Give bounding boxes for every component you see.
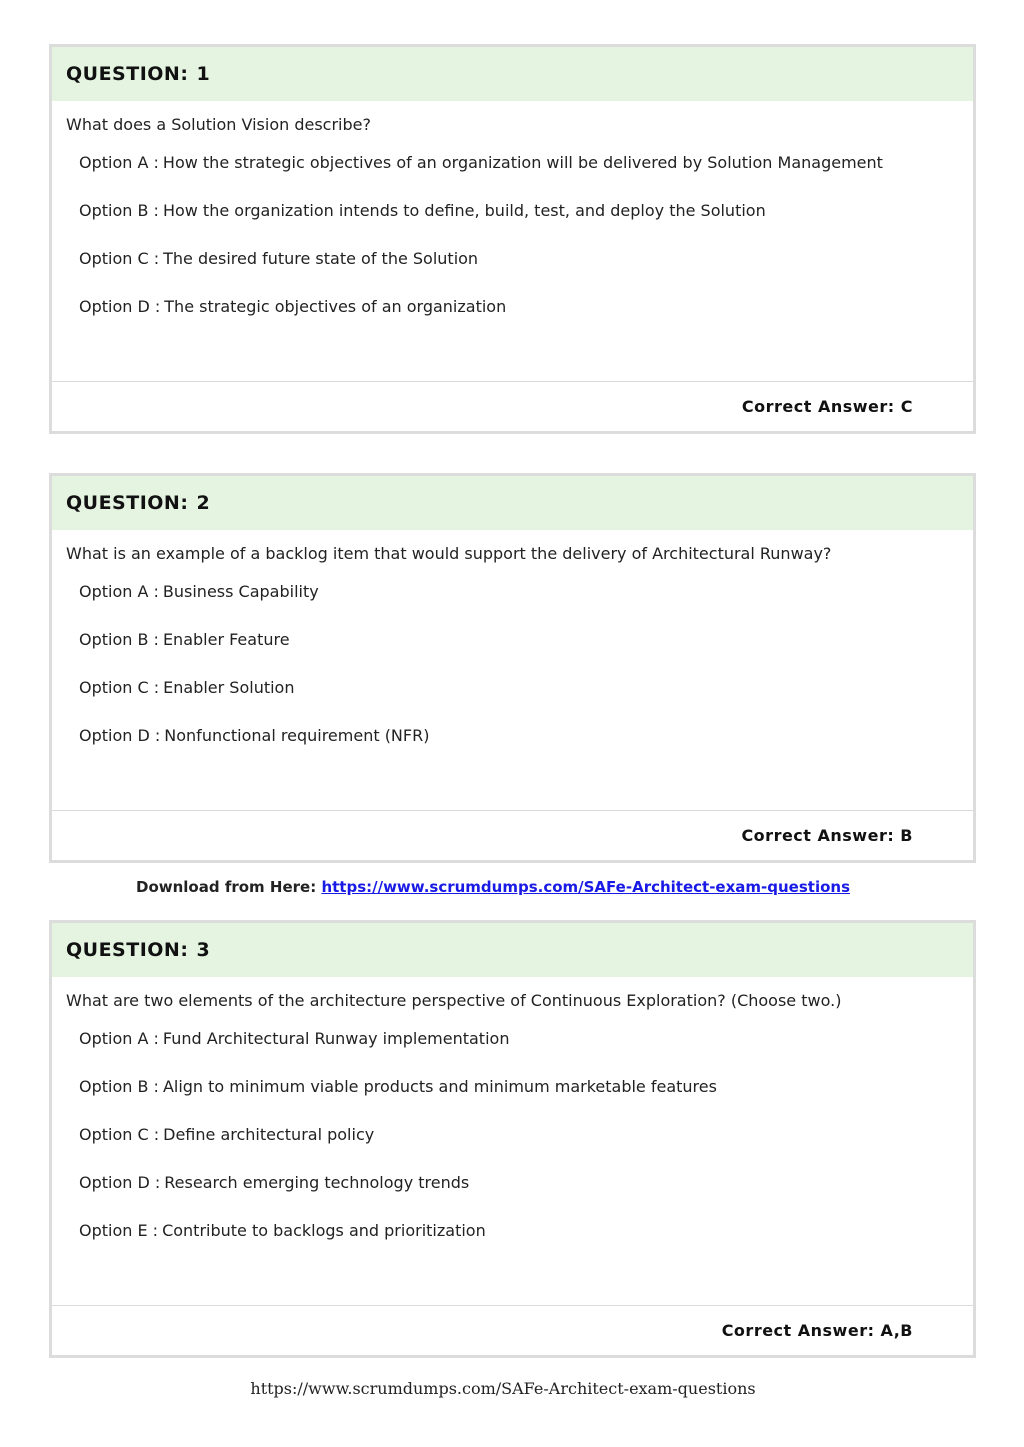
page-footer-url: https://www.scrumdumps.com/SAFe-Architect-exam-questions (250, 1379, 756, 1398)
option-text: The desired future state of the Solution (163, 249, 479, 268)
question-header (52, 923, 973, 977)
option-text: Define architectural policy (163, 1125, 375, 1144)
answer-footer (52, 810, 973, 860)
option-text: How the organization intends to define, build, test, and deploy the Solution (162, 201, 766, 220)
option-label: Option D : (79, 297, 161, 316)
question-card-3 (49, 920, 976, 1358)
option-a (52, 578, 973, 626)
option-a (52, 149, 973, 197)
question-number: 1 (196, 63, 211, 85)
question-number: 2 (196, 492, 211, 514)
correct-answer: Correct Answer: C (741, 397, 913, 416)
question-header (52, 47, 973, 101)
option-label: Option B : (79, 630, 159, 649)
option-text: Enabler Feature (162, 630, 290, 649)
option-c (52, 245, 973, 293)
question-heading: QUESTION: (66, 492, 189, 514)
option-c (52, 674, 973, 722)
option-a (52, 1025, 973, 1073)
option-text: Fund Architectural Runway implementation (162, 1029, 510, 1048)
option-label: Option A : (79, 582, 159, 601)
question-text: What does a Solution Vision describe? (66, 115, 371, 134)
option-c (52, 1121, 973, 1169)
question-title (66, 492, 210, 514)
download-line (0, 878, 986, 896)
option-d (52, 293, 973, 341)
correct-answer: Correct Answer: A,B (721, 1321, 913, 1340)
option-b (52, 626, 973, 674)
download-link[interactable]: https://www.scrumdumps.com/SAFe-Architect-exam-questions (321, 878, 850, 896)
question-title (66, 63, 210, 85)
option-label: Option C : (79, 678, 160, 697)
option-label: Option D : (79, 1173, 161, 1192)
option-label: Option B : (79, 1077, 159, 1096)
option-label: Option D : (79, 726, 161, 745)
option-text: Business Capability (162, 582, 319, 601)
option-text: How the strategic objectives of an organization will be delivered by Solution Management (162, 153, 883, 172)
option-label: Option C : (79, 249, 160, 268)
option-label: Option A : (79, 1029, 159, 1048)
option-b (52, 197, 973, 245)
option-text: Align to minimum viable products and minimum marketable features (162, 1077, 717, 1096)
question-text: What are two elements of the architecture perspective of Continuous Exploration? (Choose two.) (66, 991, 842, 1010)
question-card-1 (49, 44, 976, 434)
correct-answer: Correct Answer: B (741, 826, 913, 845)
answer-footer (52, 381, 973, 431)
question-heading: QUESTION: (66, 939, 189, 961)
question-number: 3 (196, 939, 211, 961)
option-text: Contribute to backlogs and prioritization (162, 1221, 486, 1240)
option-b (52, 1073, 973, 1121)
option-e (52, 1217, 973, 1265)
question-text: What is an example of a backlog item that would support the delivery of Architectural Runway? (66, 544, 832, 563)
option-label: Option C : (79, 1125, 160, 1144)
option-text: Research emerging technology trends (164, 1173, 470, 1192)
question-card-2 (49, 473, 976, 863)
question-header (52, 476, 973, 530)
option-text: The strategic objectives of an organization (164, 297, 507, 316)
option-label: Option B : (79, 201, 159, 220)
option-text: Enabler Solution (163, 678, 295, 697)
download-label: Download from Here: (136, 878, 317, 896)
question-title (66, 939, 210, 961)
option-label: Option A : (79, 153, 159, 172)
option-d (52, 1169, 973, 1217)
answer-footer (52, 1305, 973, 1355)
question-heading: QUESTION: (66, 63, 189, 85)
option-text: Nonfunctional requirement (NFR) (164, 726, 430, 745)
option-d (52, 722, 973, 770)
option-label: Option E : (79, 1221, 159, 1240)
